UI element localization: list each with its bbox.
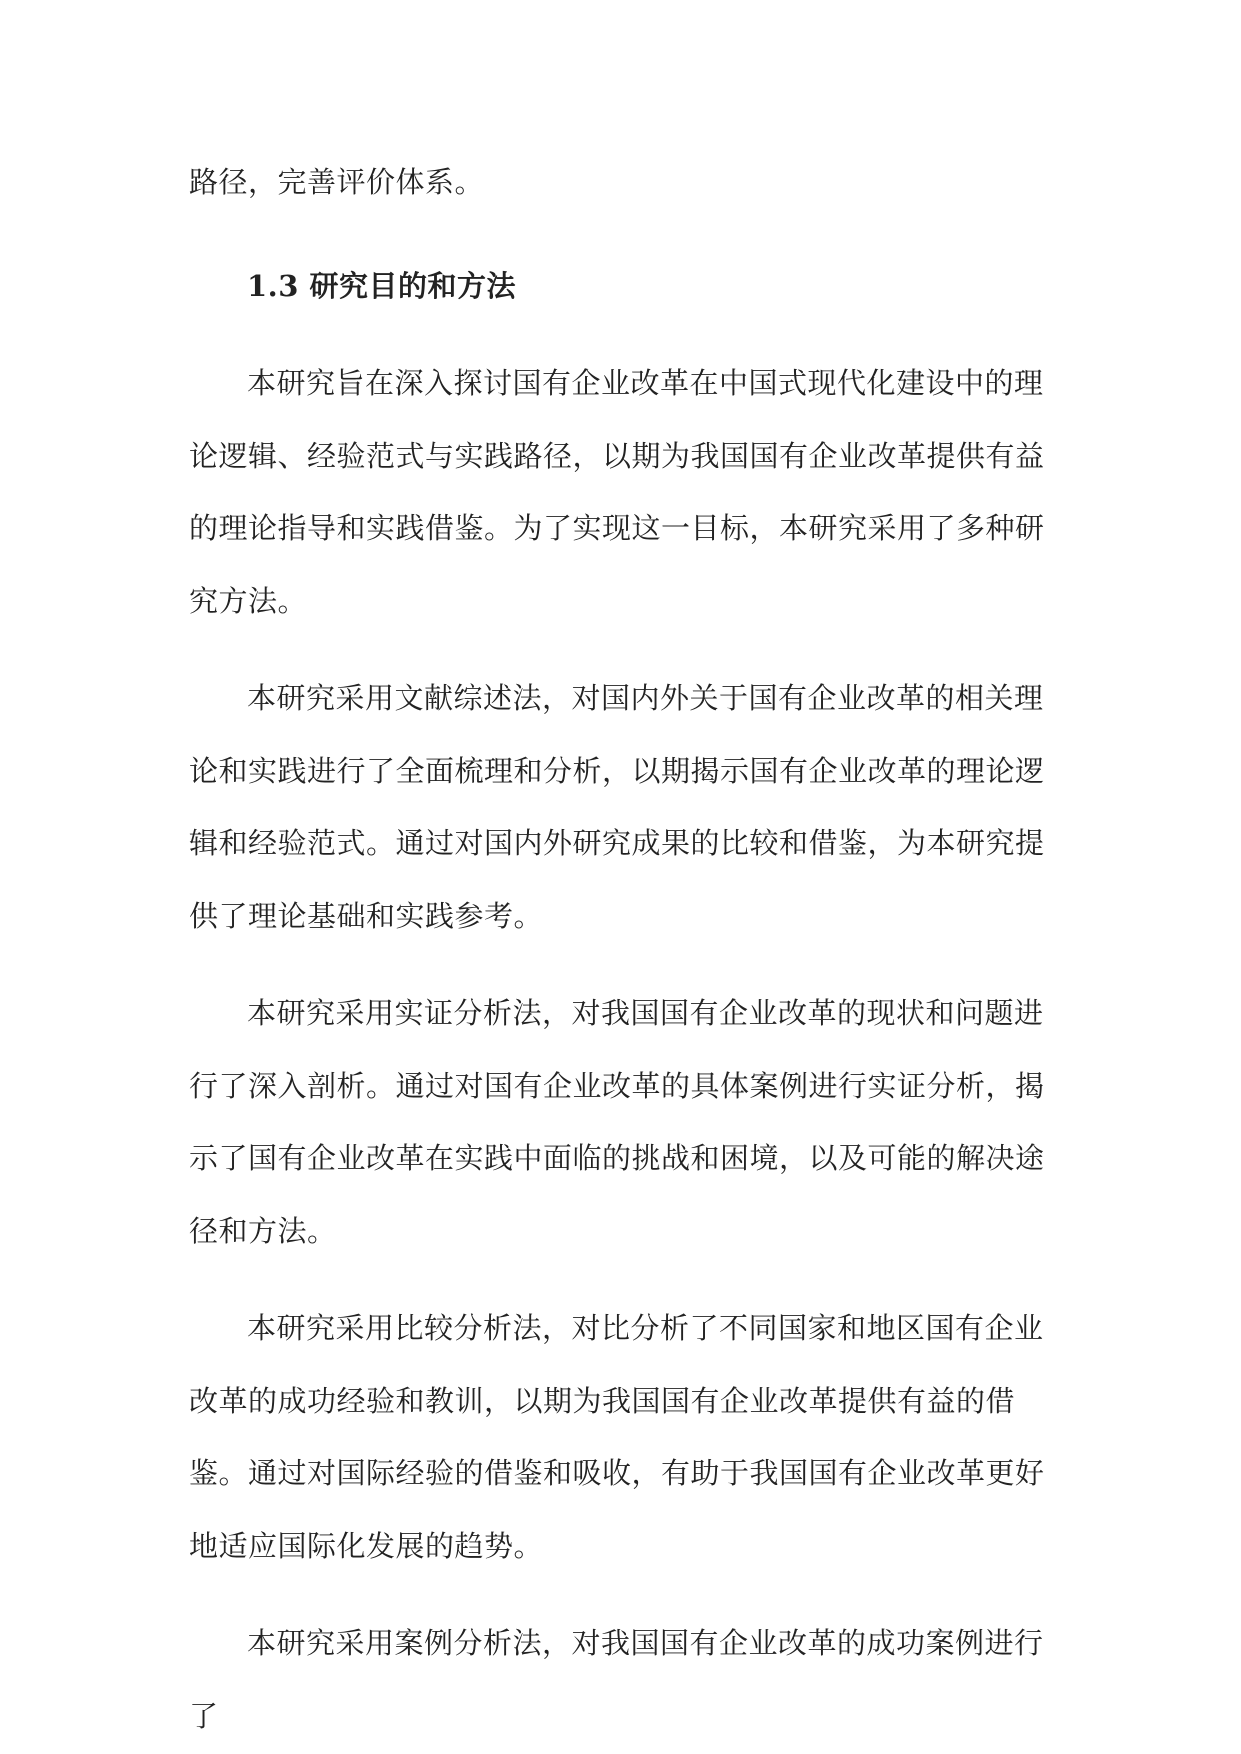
document-body (189, 146, 1053, 1752)
paragraph-purpose: 本研究旨在深入探讨国有企业改革在中国式现代化建设中的理论逻辑、经验范式与实践路径，以期为我国国有企业改革提供有益的理论指导和实践借鉴。为了实现这一目标，本研究采用了多种研究方法。 (189, 366, 1045, 618)
section-heading: 1.3 研究目的和方法 (247, 268, 517, 303)
paragraph-literature-review: 本研究采用文献综述法，对国内外关于国有企业改革的相关理论和实践进行了全面梳理和分析，以期揭示国有企业改革的理论逻辑和经验范式。通过对国内外研究成果的比较和借鉴，为本研究提供了理论基础和实践参考。 (189, 681, 1045, 933)
continued-paragraph: 路径，完善评价体系。 (189, 165, 485, 199)
paragraph-comparative-analysis: 本研究采用比较分析法，对比分析了不同国家和地区国有企业改革的成功经验和教训，以期为我国国有企业改革提供有益的借鉴。通过对国际经验的借鉴和吸收，有助于我国国有企业改革更好地适应国际化发展的趋势。 (189, 1311, 1045, 1563)
paragraph-case-analysis: 本研究采用案例分析法，对我国国有企业改革的成功案例进行了 (189, 1626, 1044, 1733)
paragraph-empirical-analysis: 本研究采用实证分析法，对我国国有企业改革的现状和问题进行了深入剖析。通过对国有企业改革的具体案例进行实证分析，揭示了国有企业改革在实践中面临的挑战和困境，以及可能的解决途径和方法。 (189, 996, 1045, 1248)
